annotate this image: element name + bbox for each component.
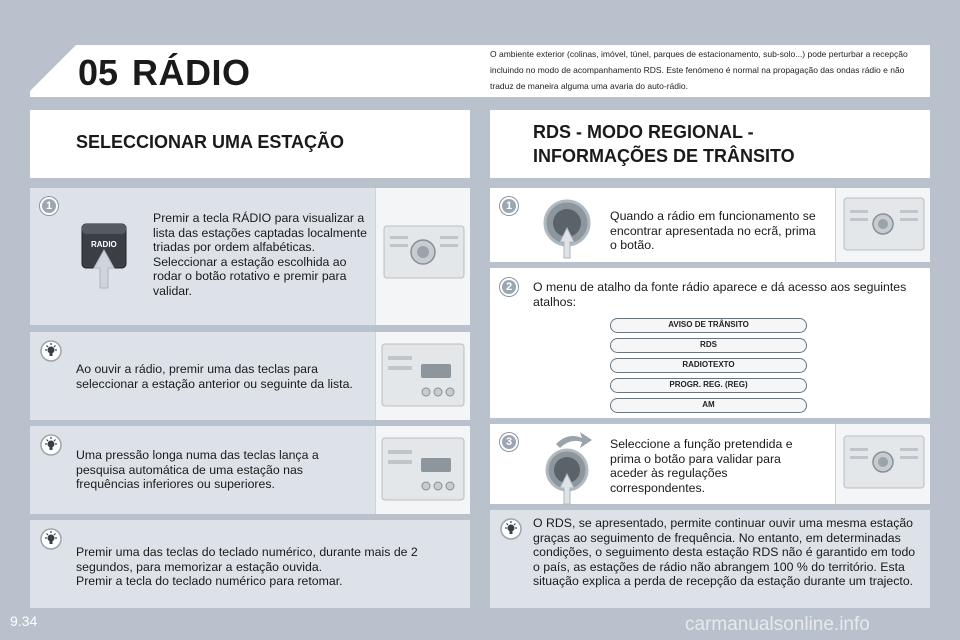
step-badge: 1 [500, 197, 518, 215]
radio-button-label: RADIO [91, 240, 117, 249]
radio-keys-thumbnail [375, 332, 470, 420]
lightbulb-icon [500, 518, 522, 545]
lightbulb-icon [40, 528, 62, 555]
lightbulb-icon [40, 340, 62, 367]
step-badge: 2 [500, 278, 518, 296]
radio-panel-thumbnail [835, 424, 930, 504]
radio-panel-thumbnail [835, 188, 930, 262]
page-number: 9.34 [10, 613, 38, 629]
rotary-knob-with-arrow-icon [542, 426, 602, 511]
right-step1-text: Quando a rádio em funcionamento se encontrar apresentada no ecrã, prima o botão. [610, 209, 816, 252]
right-step2-text: O menu de atalho da fonte rádio aparece e dá acesso aos seguintes atalhos: [533, 280, 907, 309]
left-tip2-text: Uma pressão longa numa das teclas lança a pesquisa automática de uma estação nas frequências inferiores ou superiores. [76, 448, 319, 491]
step-badge: 3 [500, 433, 518, 451]
right-step3-text: Seleccione a função pretendida e prima o botão para validar para aceder às regulações correspondentes. [610, 437, 793, 495]
lightbulb-icon [40, 434, 62, 461]
radio-keys-thumbnail [375, 426, 470, 514]
right-tip-text: O RDS, se apresentado, permite continuar ouvir uma mesma estação graças ao seguimento de frequência. No entanto, em determinadas condições, o seguimento desta estação RDS não é garantido em todo o país, as estações de rádio não abrangem 100 % do território. Esta situação explica a perda de recepção da estação durante um trajecto. [533, 516, 916, 588]
right-section-title-line1: RDS - MODO REGIONAL - [533, 122, 754, 142]
intro-text: O ambiente exterior (colinas, imóvel, túnel, parques de estacionamento, sub-solo...) pode perturbar a recepção incluindo no modo de acompanhamento RDS. Este fenómeno é normal na propagação das ondas rádio e não traduz de maneira alguma uma avaria do auto-rádio. [490, 49, 908, 91]
menu-item-traffic-info[interactable]: AVISO DE TRÂNSITO [610, 318, 807, 333]
page-title: RÁDIO [132, 52, 251, 93]
menu-item-regional-mode[interactable]: PROGR. REG. (REG) [610, 378, 807, 393]
rotary-knob-icon [542, 198, 592, 267]
footer-watermark: carmanualsonline.info [685, 614, 870, 635]
left-section-title: SELECCIONAR UMA ESTAÇÃO [76, 132, 345, 152]
menu-item-rds[interactable]: RDS [610, 338, 807, 353]
menu-item-radiotext[interactable]: RADIOTEXTO [610, 358, 807, 373]
right-section-title-line2: INFORMAÇÕES DE TRÂNSITO [533, 146, 795, 166]
step-badge: 1 [40, 197, 58, 215]
left-tip1-text: Ao ouvir a rádio, premir uma das teclas para seleccionar a estação anterior ou seguinte da lista. [76, 362, 353, 391]
menu-item-am[interactable]: AM [610, 398, 807, 413]
chapter-number: 05 [78, 52, 119, 93]
left-step1-text: Premir a tecla RÁDIO para visualizar a lista das estações captadas localmente triadas por ordem alfabéticas. Seleccionar a estação escolhida ao rodar o botão rotativo e premir para validar. [153, 211, 367, 298]
left-tip3-text: Premir uma das teclas do teclado numérico, durante mais de 2 segundos, para memorizar a estação ouvida. Premir a tecla do teclado numérico para retomar. [76, 545, 418, 588]
radio-panel-thumbnail [375, 188, 470, 325]
